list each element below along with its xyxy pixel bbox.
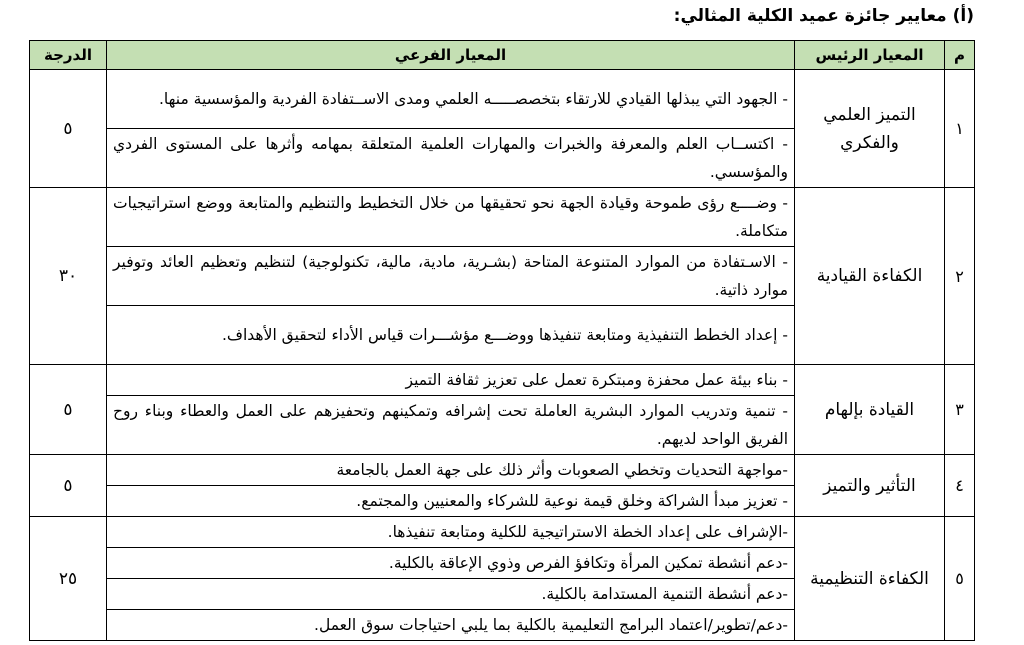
row-index: ٢ bbox=[945, 188, 975, 365]
main-criterion: التأثير والتميز bbox=[795, 455, 945, 517]
main-criterion: الكفاءة القيادية bbox=[795, 188, 945, 365]
row-index: ٤ bbox=[945, 455, 975, 517]
grade-value: ٥ bbox=[30, 455, 107, 517]
main-criterion: القيادة بإلهام bbox=[795, 365, 945, 455]
header-grade: الدرجة bbox=[30, 41, 107, 70]
sub-criterion: -مواجهة التحديات وتخطي الصعوبات وأثر ذلك على جهة العمل بالجامعة bbox=[107, 455, 795, 486]
sub-criterion: - الجهود التي يبذلها القيادي للارتقاء بتخصصـــــه العلمي ومدى الاســتفادة الفردية والمؤسسية منها. bbox=[107, 70, 795, 129]
header-main-criterion: المعيار الرئيس bbox=[795, 41, 945, 70]
criteria-table bbox=[29, 40, 975, 641]
sub-criterion: - بناء بيئة عمل محفزة ومبتكرة تعمل على تعزيز ثقافة التميز bbox=[107, 365, 795, 396]
row-index: ٣ bbox=[945, 365, 975, 455]
header-row bbox=[30, 41, 975, 70]
sub-criterion: - اكتســاب العلم والمعرفة والخبرات والمهارات العلمية المتعلقة بمهامه وأثرها على المستوى الفردي والمؤسسي. bbox=[107, 129, 795, 188]
table-row bbox=[30, 70, 975, 129]
table-row bbox=[30, 188, 975, 247]
sub-criterion: -دعم أنشطة تمكين المرأة وتكافؤ الفرص وذوي الإعاقة بالكلية. bbox=[107, 548, 795, 579]
sub-criterion: -دعم/تطوير/اعتماد البرامج التعليمية بالكلية بما يلبي احتياجات سوق العمل. bbox=[107, 610, 795, 641]
sub-criterion: - إعداد الخطط التنفيذية ومتابعة تنفيذها ووضـــع مؤشـــرات قياس الأداء لتحقيق الأهداف. bbox=[107, 306, 795, 365]
row-index: ١ bbox=[945, 70, 975, 188]
sub-criterion: - الاسـتفادة من الموارد المتنوعة المتاحة (بشـرية، مادية، مالية، تكنولوجية) لتنظيم وتعظيم العائد وتوفير موارد ذاتية. bbox=[107, 247, 795, 306]
table-row bbox=[30, 365, 975, 396]
sub-criterion: -دعم أنشطة التنمية المستدامة بالكلية. bbox=[107, 579, 795, 610]
main-criterion: التميز العلمي والفكري bbox=[795, 70, 945, 188]
main-criterion: الكفاءة التنظيمية bbox=[795, 517, 945, 641]
row-index: ٥ bbox=[945, 517, 975, 641]
section-heading: (أ) معايير جائزة عميد الكلية المثالي: bbox=[673, 6, 974, 26]
header-sub-criterion: المعيار الفرعي bbox=[107, 41, 795, 70]
sub-criterion: -الإشراف على إعداد الخطة الاستراتيجية للكلية ومتابعة تنفيذها. bbox=[107, 517, 795, 548]
grade-value: ٥ bbox=[30, 70, 107, 188]
grade-value: ٢٥ bbox=[30, 517, 107, 641]
sub-criterion: - وضــــع رؤى طموحة وقيادة الجهة نحو تحقيقها من خلال التخطيط والتنظيم والمتابعة ووضع استراتيجيات متكاملة. bbox=[107, 188, 795, 247]
sub-criterion: - تنمية وتدريب الموارد البشرية العاملة تحت إشرافه وتمكينهم وتحفيزهم على العمل والعطاء وبناء روح الفريق الواحد لديهم. bbox=[107, 396, 795, 455]
header-index: م bbox=[945, 41, 975, 70]
table-row bbox=[30, 455, 975, 486]
grade-value: ٣٠ bbox=[30, 188, 107, 365]
sub-criterion: - تعزيز مبدأ الشراكة وخلق قيمة نوعية للشركاء والمعنيين والمجتمع. bbox=[107, 486, 795, 517]
table-row bbox=[30, 517, 975, 548]
grade-value: ٥ bbox=[30, 365, 107, 455]
